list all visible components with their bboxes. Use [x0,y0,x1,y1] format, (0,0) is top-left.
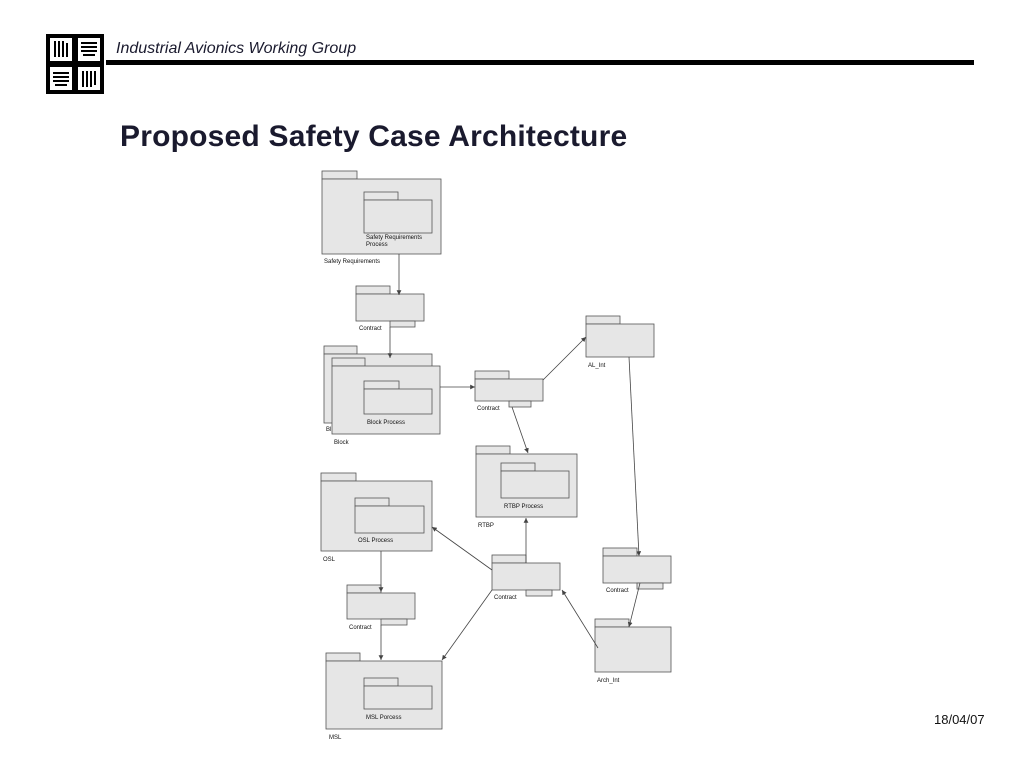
connector-arch-int-to-contract3 [562,590,598,648]
msl-process-label: MSL Porcess [366,715,402,721]
contract-label-2: Contract [477,406,500,412]
contract-package-5 [603,548,671,589]
contract-package-1 [356,286,424,327]
header-title: Industrial Avionics Working Group [116,40,357,57]
arch-int-package [595,619,671,672]
slide-date: 18/04/07 [934,712,985,727]
contract-package-2 [475,371,543,407]
contract-label-3: Contract [494,595,517,601]
osl-process-label: OSL Process [358,538,394,544]
contract-label-1: Contract [359,326,382,332]
connector-contract2-to-al-int [543,337,586,380]
contract-label-4: Contract [349,625,372,631]
msl-label: MSL [329,735,342,741]
rtbp-process-label: RTBP Process [504,504,544,510]
contract-label-5: Contract [606,588,629,594]
al-int-label: AL_Int [588,363,606,369]
connector-contract2-to-rtbp [512,407,528,453]
connector-al-int-to-contract5 [629,357,639,556]
safety-requirements-process-label-line1: Safety Requirements [366,235,423,241]
osl-label: OSL [323,557,336,563]
safety-requirements-label: Safety Requirements [324,259,381,265]
rtbp-label: RTBP [478,523,494,529]
connector-contract3-to-msl [442,590,492,660]
safety-requirements-process-label-line2: Process [366,242,388,248]
slide-title: Proposed Safety Case Architecture [120,120,628,153]
connector-contract5-to-arch-int [629,583,640,627]
block-label: Block [334,440,349,446]
block-process-label: Block Process [367,420,406,426]
connector-contract3-to-osl [432,527,492,570]
block-back-label: Bl [326,427,332,433]
al-int-package [586,316,654,357]
arch-int-label: Arch_Int [597,678,620,684]
